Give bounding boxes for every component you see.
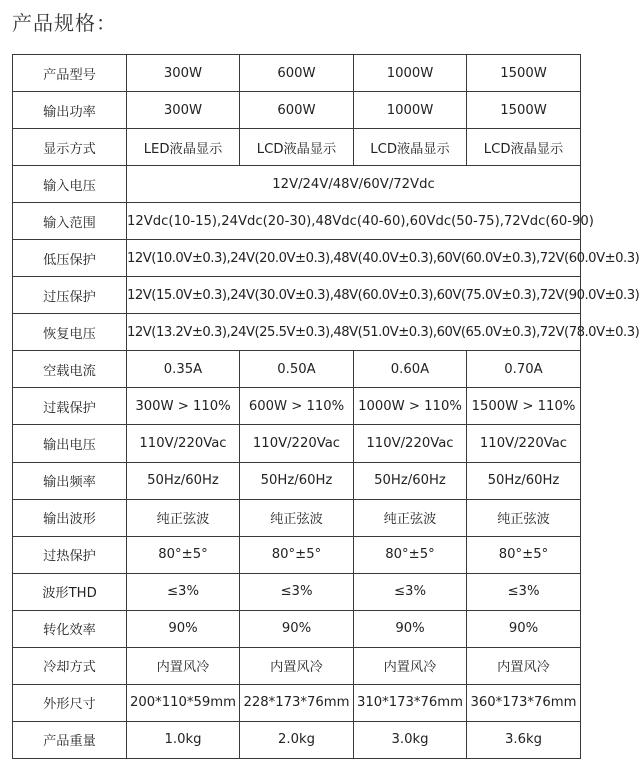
table-cell: 300W > 110% (127, 388, 240, 425)
table-cell: 90% (354, 610, 467, 647)
row-label: 波形THD (13, 573, 127, 610)
table-cell: 50Hz/60Hz (127, 462, 240, 499)
spec-table (12, 54, 639, 759)
table-row (13, 277, 581, 314)
table-cell: 0.70A (467, 351, 581, 388)
row-label: 产品型号 (13, 55, 127, 92)
table-row (13, 462, 581, 499)
table-row (13, 573, 581, 610)
table-cell: 228*173*76mm (240, 684, 354, 721)
table-cell: 600W > 110% (240, 388, 354, 425)
table-cell: 1500W (467, 55, 581, 92)
table-cell: 50Hz/60Hz (467, 462, 581, 499)
table-cell: 90% (127, 610, 240, 647)
table-cell: 纯正弦波 (354, 499, 467, 536)
table-row (13, 499, 581, 536)
table-row (13, 684, 581, 721)
row-label: 外形尺寸 (13, 684, 127, 721)
table-row (13, 92, 581, 129)
table-cell: 1000W (354, 55, 467, 92)
row-label: 输入范围 (13, 203, 127, 240)
row-label: 显示方式 (13, 129, 127, 166)
table-cell-span: 12Vdc(10-15),24Vdc(20-30),48Vdc(40-60),60Vdc(50-75),72Vdc(60-90) (127, 203, 581, 240)
table-row (13, 166, 581, 203)
table-cell: LED液晶显示 (127, 129, 240, 166)
row-label: 转化效率 (13, 610, 127, 647)
table-cell: 0.35A (127, 351, 240, 388)
table-cell: 内置风冷 (354, 647, 467, 684)
row-label: 恢复电压 (13, 314, 127, 351)
table-cell: 300W (127, 92, 240, 129)
table-cell: ≤3% (467, 573, 581, 610)
table-cell: 内置风冷 (240, 647, 354, 684)
table-row (13, 55, 581, 92)
table-cell: 600W (240, 92, 354, 129)
table-row (13, 388, 581, 425)
table-cell: LCD液晶显示 (240, 129, 354, 166)
table-cell: 110V/220Vac (467, 425, 581, 462)
table-cell: ≤3% (240, 573, 354, 610)
table-cell: 300W (127, 55, 240, 92)
table-cell: 1.0kg (127, 721, 240, 758)
table-cell: 110V/220Vac (240, 425, 354, 462)
table-cell: 200*110*59mm (127, 684, 240, 721)
page-title: 产品规格： (12, 11, 117, 35)
table-cell: 1000W > 110% (354, 388, 467, 425)
table-cell: 纯正弦波 (127, 499, 240, 536)
table-row (13, 129, 581, 166)
table-cell: 1000W (354, 92, 467, 129)
table-cell: 80°±5° (127, 536, 240, 573)
table-cell: 内置风冷 (127, 647, 240, 684)
table-row (13, 610, 581, 647)
row-label: 产品重量 (13, 721, 127, 758)
table-cell: 110V/220Vac (127, 425, 240, 462)
table-cell: 2.0kg (240, 721, 354, 758)
table-cell: ≤3% (127, 573, 240, 610)
table-cell-span: 12V(10.0V±0.3),24V(20.0V±0.3),48V(40.0V±0.3),60V(60.0V±0.3),72V(60.0V±0.3) (127, 240, 581, 277)
table-cell: 纯正弦波 (240, 499, 354, 536)
table-cell: 600W (240, 55, 354, 92)
table-cell: 80°±5° (240, 536, 354, 573)
table-cell: 3.0kg (354, 721, 467, 758)
row-label: 输出波形 (13, 499, 127, 536)
table-cell: 360*173*76mm (467, 684, 581, 721)
row-label: 输出功率 (13, 92, 127, 129)
table-cell: 0.50A (240, 351, 354, 388)
row-label: 过载保护 (13, 388, 127, 425)
table-row (13, 721, 581, 758)
table-row (13, 425, 581, 462)
table-row (13, 314, 581, 351)
table-cell: 90% (467, 610, 581, 647)
row-label: 输出频率 (13, 462, 127, 499)
row-label: 空载电流 (13, 351, 127, 388)
table-row (13, 351, 581, 388)
row-label: 过热保护 (13, 536, 127, 573)
table-cell: 纯正弦波 (467, 499, 581, 536)
table-cell: 310*173*76mm (354, 684, 467, 721)
table-cell-span: 12V/24V/48V/60V/72Vdc (127, 166, 581, 203)
table-cell: 50Hz/60Hz (354, 462, 467, 499)
table-cell: ≤3% (354, 573, 467, 610)
table-cell: 0.60A (354, 351, 467, 388)
table-cell: 内置风冷 (467, 647, 581, 684)
row-label: 输出电压 (13, 425, 127, 462)
table-row (13, 203, 581, 240)
table-cell: 90% (240, 610, 354, 647)
table-row (13, 647, 581, 684)
row-label: 冷却方式 (13, 647, 127, 684)
table-cell: 1500W > 110% (467, 388, 581, 425)
table-cell: 1500W (467, 92, 581, 129)
table-cell: 110V/220Vac (354, 425, 467, 462)
table-cell: 50Hz/60Hz (240, 462, 354, 499)
table-cell-span: 12V(13.2V±0.3),24V(25.5V±0.3),48V(51.0V±0.3),60V(65.0V±0.3),72V(78.0V±0.3) (127, 314, 581, 351)
table-cell: LCD液晶显示 (467, 129, 581, 166)
spec-table-body (13, 55, 639, 759)
table-cell: 80°±5° (354, 536, 467, 573)
table-cell: LCD液晶显示 (354, 129, 467, 166)
row-label: 低压保护 (13, 240, 127, 277)
table-row (13, 240, 581, 277)
row-label: 过压保护 (13, 277, 127, 314)
row-label: 输入电压 (13, 166, 127, 203)
table-cell: 80°±5° (467, 536, 581, 573)
table-cell: 3.6kg (467, 721, 581, 758)
table-cell-span: 12V(15.0V±0.3),24V(30.0V±0.3),48V(60.0V±0.3),60V(75.0V±0.3),72V(90.0V±0.3) (127, 277, 581, 314)
table-row (13, 536, 581, 573)
